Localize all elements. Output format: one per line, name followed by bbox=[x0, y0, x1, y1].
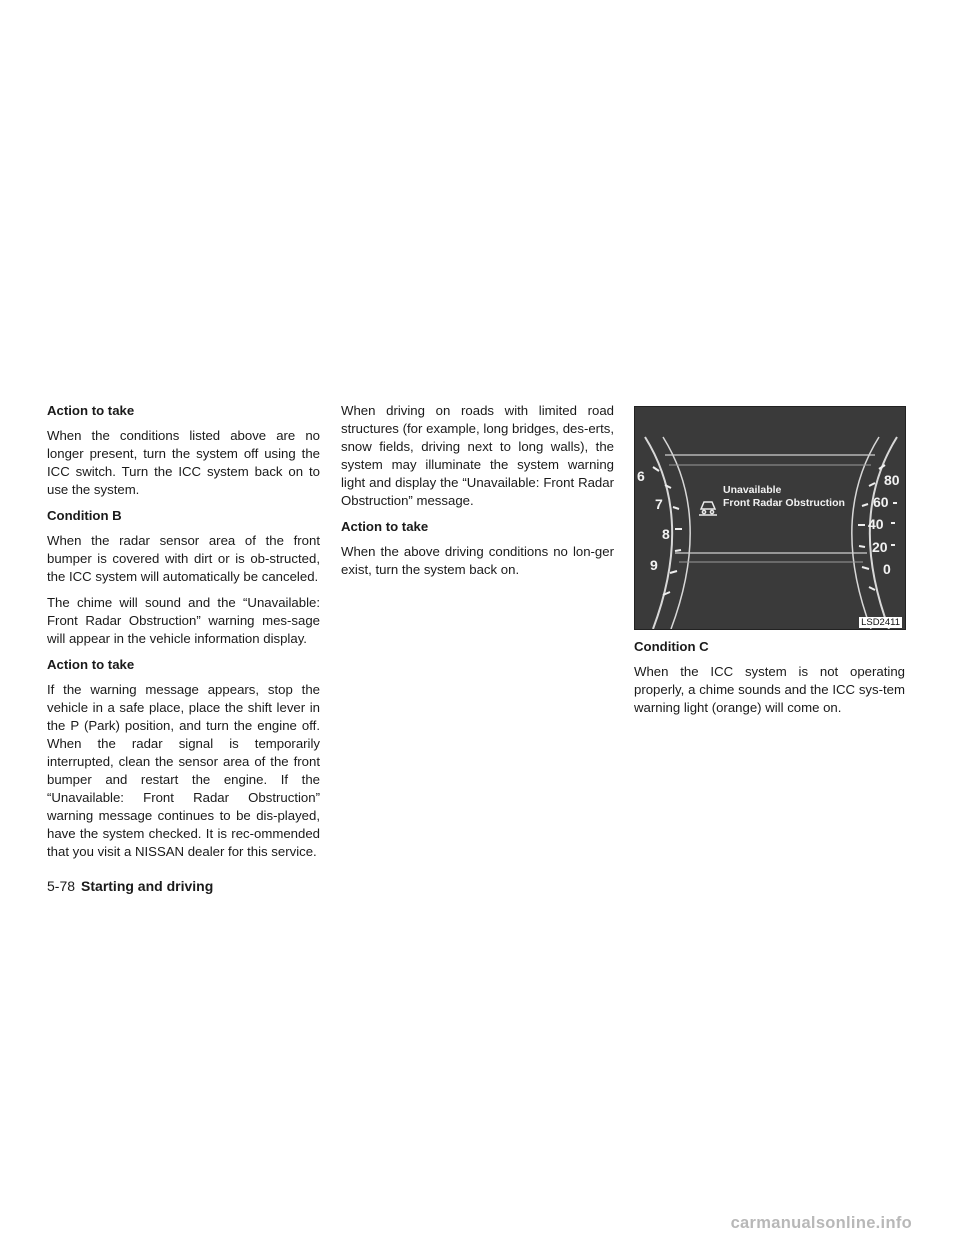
paragraph-condition-c: When the ICC system is not operating properly, a chime sounds and the ICC sys-tem warning light (orange) will come on. bbox=[634, 664, 905, 715]
message-line-2: Front Radar Obstruction bbox=[723, 497, 845, 509]
paragraph-action-1: When the conditions listed above are no longer present, turn the system off using the ICC switch. Turn the ICC system back on to use the system. bbox=[47, 428, 320, 497]
paragraph-chime: The chime will sound and the “Unavailable: Front Radar Obstruction” warning mes-sage will appear in the vehicle information display. bbox=[47, 595, 320, 646]
speed-label-80: 80 bbox=[884, 472, 900, 488]
page-footer bbox=[47, 877, 213, 895]
column-right bbox=[634, 406, 905, 725]
heading-action-to-take: Action to take bbox=[47, 403, 135, 418]
speedometer-inner-arc bbox=[852, 437, 879, 629]
figure-code: LSD2411 bbox=[861, 617, 900, 628]
gauge-drawing bbox=[635, 407, 905, 629]
tach-label-9: 9 bbox=[650, 557, 658, 573]
heading-action-to-take-2: Action to take bbox=[47, 657, 135, 672]
heading-condition-c: Condition C bbox=[634, 639, 709, 654]
page-number: 5-78 bbox=[47, 878, 76, 894]
speed-label-40: 40 bbox=[868, 516, 884, 532]
tach-label-7: 7 bbox=[655, 496, 663, 512]
message-line-1: Unavailable bbox=[723, 484, 782, 496]
paragraph-action-3: When the above driving conditions no lon-ger exist, turn the system back on. bbox=[341, 544, 614, 577]
section-title: Starting and driving bbox=[81, 878, 214, 894]
paragraph-roads: When driving on roads with limited road structures (for example, long bridges, des-erts, snow fields, driving next to long walls), the system may illuminate the system warning light and display the “Unavailable: Front Radar Obstruction” message. bbox=[341, 403, 614, 508]
speed-label-0: 0 bbox=[883, 561, 891, 577]
dashboard-illustration bbox=[634, 406, 906, 630]
watermark: carmanualsonline.info bbox=[730, 1214, 912, 1232]
column-left bbox=[47, 402, 320, 869]
column-middle bbox=[341, 402, 614, 587]
tach-label-6: 6 bbox=[637, 468, 645, 484]
speed-label-20: 20 bbox=[872, 539, 888, 555]
heading-condition-b: Condition B bbox=[47, 508, 122, 523]
tach-label-8: 8 bbox=[662, 526, 670, 542]
paragraph-condition-b: When the radar sensor area of the front bumper is covered with dirt or is ob-structed, the ICC system will automatically be canceled. bbox=[47, 533, 320, 584]
speed-label-60: 60 bbox=[873, 494, 889, 510]
heading-action-to-take-3: Action to take bbox=[341, 519, 429, 534]
icc-warning-icon bbox=[699, 502, 717, 515]
display-message bbox=[723, 484, 845, 510]
paragraph-action-2: If the warning message appears, stop the vehicle in a safe place, place the shift lever in the P (Park) position, and turn the engine off. When the radar signal is temporarily interrupted, clean the sensor area of the front bumper and restart the engine. If the “Unavailable: Front Radar Obstruction” warning message continues to be dis-played, have the system checked. It is rec-ommended that you visit a NISSAN dealer for this service. bbox=[47, 682, 320, 859]
